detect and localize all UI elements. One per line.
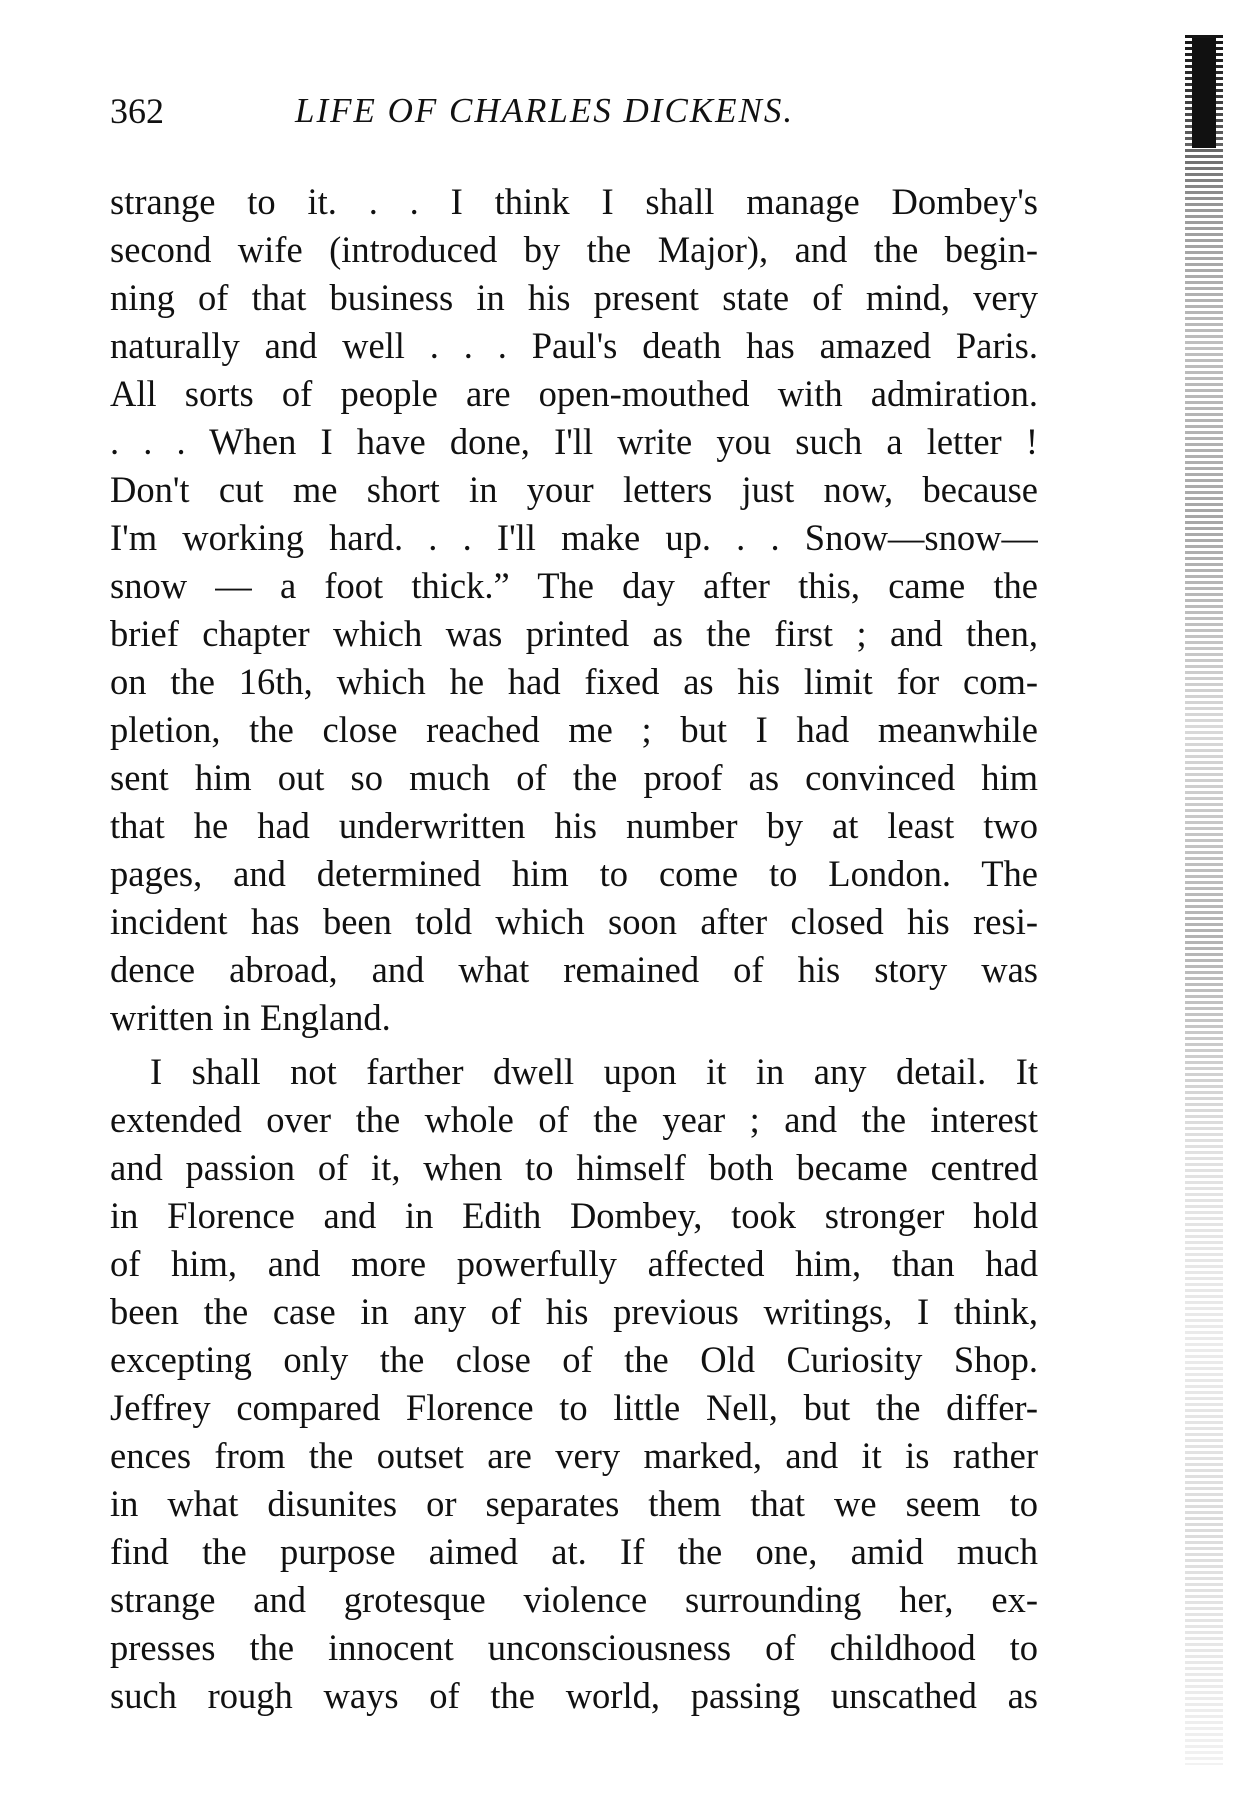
text-line: Don't cut me short in your letters just now, because	[110, 469, 1038, 510]
page-number: 362	[110, 91, 164, 131]
text-line: written in England.	[110, 997, 391, 1038]
text-line: excepting only the close of the Old Curiosity Shop.	[110, 1339, 1038, 1380]
text-line: incident has been told which soon after closed his resi-	[110, 901, 1038, 942]
text-line: brief chapter which was printed as the first ; and then,	[110, 613, 1038, 654]
paragraph	[110, 178, 1038, 1042]
text-line: such rough ways of the world, passing unscathed as	[110, 1675, 1038, 1716]
text-line: pages, and determined him to come to London. The	[110, 853, 1038, 894]
text-line: strange and grotesque violence surrounding her, ex-	[110, 1579, 1038, 1620]
body-text	[110, 178, 1038, 1720]
scan-shadow-edge	[1185, 35, 1223, 1765]
text-line: presses the innocent unconsciousness of childhood to	[110, 1627, 1038, 1668]
text-line: pletion, the close reached me ; but I had meanwhile	[110, 709, 1038, 750]
text-line: Jeffrey compared Florence to little Nell, but the differ-	[110, 1387, 1038, 1428]
text-line: ences from the outset are very marked, and it is rather	[110, 1435, 1038, 1476]
page-header	[110, 86, 870, 136]
text-line: in Florence and in Edith Dombey, took stronger hold	[110, 1195, 1038, 1236]
text-line: I shall not farther dwell upon it in any detail. It	[150, 1051, 1038, 1092]
text-line: dence abroad, and what remained of his story was	[110, 949, 1038, 990]
text-line: . . . When I have done, I'll write you such a letter !	[110, 421, 1038, 462]
text-line: extended over the whole of the year ; and the interest	[110, 1099, 1038, 1140]
running-head: LIFE OF CHARLES DICKENS.	[295, 91, 795, 130]
paragraph	[110, 1048, 1038, 1720]
text-line: strange to it. . . I think I shall manage Dombey's	[110, 181, 1038, 222]
text-line: ning of that business in his present state of mind, very	[110, 277, 1038, 318]
text-line: snow — a foot thick.” The day after this, came the	[110, 565, 1038, 606]
text-line: All sorts of people are open-mouthed with admiration.	[110, 373, 1038, 414]
scan-binding-shadow	[1192, 38, 1216, 148]
text-line: on the 16th, which he had fixed as his limit for com-	[110, 661, 1038, 702]
text-line: of him, and more powerfully affected him, than had	[110, 1243, 1038, 1284]
text-line: find the purpose aimed at. If the one, amid much	[110, 1531, 1038, 1572]
text-line: been the case in any of his previous writings, I think,	[110, 1291, 1038, 1332]
text-line: naturally and well . . . Paul's death has amazed Paris.	[110, 325, 1038, 366]
text-line: second wife (introduced by the Major), and the begin-	[110, 229, 1038, 270]
text-line: sent him out so much of the proof as convinced him	[110, 757, 1038, 798]
text-line: in what disunites or separates them that we seem to	[110, 1483, 1038, 1524]
text-line: and passion of it, when to himself both became centred	[110, 1147, 1038, 1188]
text-line: that he had underwritten his number by at least two	[110, 805, 1038, 846]
text-line: I'm working hard. . . I'll make up. . . Snow—snow—	[110, 517, 1038, 558]
